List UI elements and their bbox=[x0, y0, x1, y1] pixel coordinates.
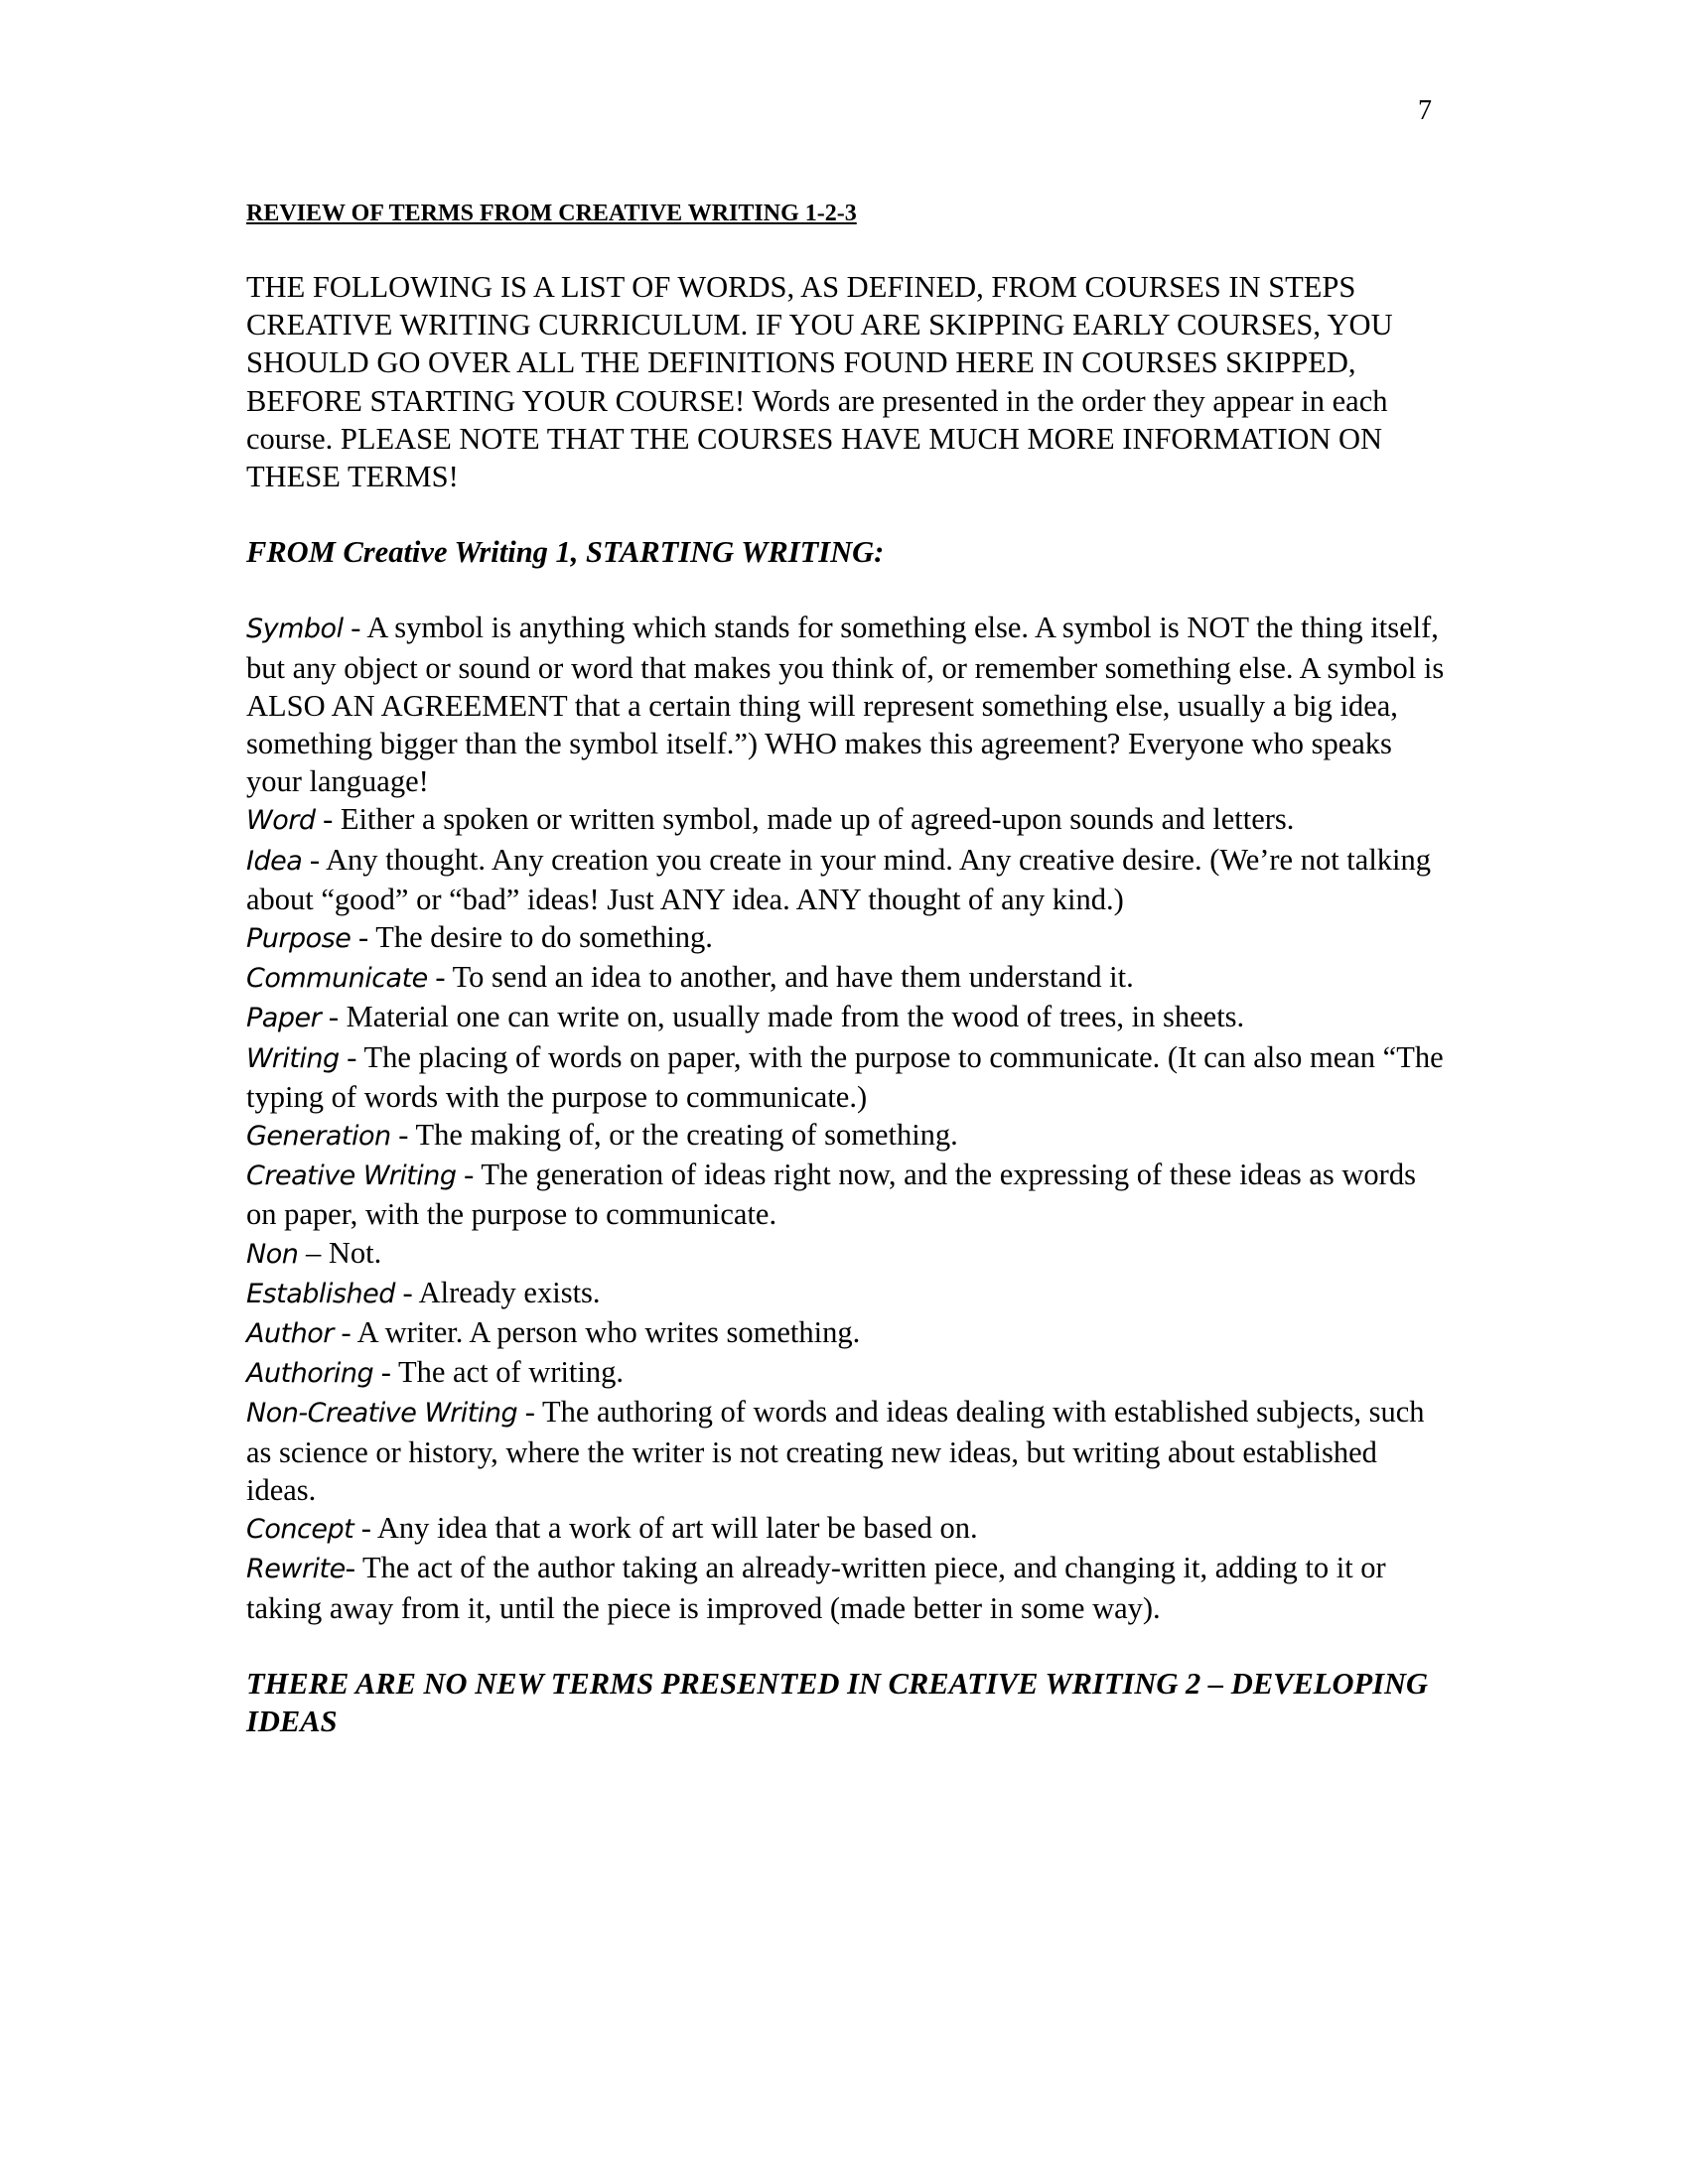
glossary-entry bbox=[246, 1038, 1448, 1116]
glossary-term: Paper bbox=[246, 1003, 322, 1034]
section-heading: FROM Creative Writing 1, STARTING WRITING: bbox=[246, 535, 885, 570]
term-separator: - bbox=[345, 1551, 362, 1585]
glossary-term: Non-Creative Writing bbox=[246, 1398, 518, 1430]
page-number: 7 bbox=[1418, 95, 1432, 126]
term-separator: - bbox=[333, 1315, 357, 1350]
term-separator: - bbox=[517, 1395, 542, 1430]
glossary-definition: Any thought. Any creation you create in your mind. Any creative desire. (We’re not talking about “good” or “bad” ideas! Just ANY idea. ANY thought of any kind.) bbox=[246, 842, 1432, 916]
glossary-definition: A writer. A person who writes something. bbox=[356, 1315, 861, 1350]
glossary-term: Established bbox=[246, 1278, 395, 1309]
glossary-entry bbox=[246, 1509, 1448, 1549]
glossary-entry bbox=[246, 1393, 1448, 1509]
closing-note: THERE ARE NO NEW TERMS PRESENTED IN CREATIVE WRITING 2 – DEVELOPING IDEAS bbox=[246, 1666, 1429, 1738]
glossary-entry bbox=[246, 918, 1448, 958]
glossary-entry bbox=[246, 998, 1448, 1037]
term-separator: - bbox=[351, 920, 376, 955]
glossary-term: Concept bbox=[246, 1514, 354, 1546]
glossary-entry bbox=[246, 841, 1448, 918]
glossary-term: Author bbox=[246, 1318, 334, 1350]
term-separator: - bbox=[302, 842, 326, 877]
glossary-definition: The desire to do something. bbox=[375, 920, 713, 955]
glossary-term: Idea bbox=[246, 845, 303, 877]
term-separator: - bbox=[339, 1039, 364, 1074]
glossary-list bbox=[246, 609, 1448, 1626]
glossary-term: Non bbox=[246, 1238, 299, 1270]
glossary-definition: Either a spoken or written symbol, made up of agreed-upon sounds and letters. bbox=[340, 802, 1295, 837]
glossary-definition: The act of the author taking an already-written piece, and changing it, adding to it or taking away from it, until the piece is improved (made better in some way). bbox=[246, 1551, 1386, 1625]
glossary-definition: The generation of ideas right now, and the expressing of these ideas as words on paper, with the purpose to communicate. bbox=[246, 1158, 1416, 1232]
glossary-definition: The placing of words on paper, with the purpose to communicate. (It can also mean “The typing of words with the purpose to communicate.) bbox=[246, 1039, 1444, 1114]
document-body bbox=[246, 199, 1448, 1740]
term-separator: - bbox=[321, 1000, 347, 1034]
glossary-entry bbox=[246, 1313, 1448, 1353]
glossary-term: Rewrite bbox=[246, 1554, 346, 1585]
glossary-entry bbox=[246, 1116, 1448, 1156]
glossary-definition: To send an idea to another, and have them understand it. bbox=[452, 960, 1134, 995]
glossary-definition: The act of writing. bbox=[398, 1355, 624, 1390]
glossary-definition: Not. bbox=[328, 1235, 382, 1270]
glossary-definition: Already exists. bbox=[418, 1275, 601, 1309]
page-title: REVIEW OF TERMS FROM CREATIVE WRITING 1-2-3 bbox=[246, 201, 857, 226]
intro-paragraph: THE FOLLOWING IS A LIST OF WORDS, AS DEFINED, FROM COURSES IN STEPS CREATIVE WRITING CURRICULUM. IF YOU ARE SKIPPING EARLY COURSES, YOU SHOULD GO OVER ALL THE DEFINITIONS FOUND HERE IN COURSES SKIPPED, BEFORE STARTING YOUR COURSE! Words are presented in the order they appear in each course. PLEASE NOTE THAT THE COURSES HAVE MUCH MORE INFORMATION ON THESE TERMS! bbox=[246, 270, 1393, 494]
term-separator: - bbox=[427, 960, 453, 995]
term-separator: – bbox=[298, 1235, 329, 1270]
glossary-definition: Material one can write on, usually made from the wood of trees, in sheets. bbox=[346, 1000, 1245, 1034]
glossary-entry bbox=[246, 609, 1448, 800]
term-separator: - bbox=[353, 1511, 377, 1546]
glossary-entry bbox=[246, 1234, 1448, 1274]
glossary-term: Symbol bbox=[246, 614, 344, 645]
glossary-entry bbox=[246, 1549, 1448, 1626]
glossary-definition: The making of, or the creating of something. bbox=[415, 1118, 958, 1153]
glossary-term: Word bbox=[246, 805, 316, 837]
term-separator: - bbox=[394, 1275, 419, 1309]
glossary-entry bbox=[246, 800, 1448, 840]
glossary-definition: A symbol is anything which stands for something else. A symbol is NOT the thing itself, but any object or sound or word that makes you think of, or remember something else. A symbol is ALSO AN AGREEMENT that a certain thing will represent something else, usually a big idea, something bigger than the symbol itself.”) WHO makes this agreement? Everyone who speaks your language! bbox=[246, 611, 1445, 799]
glossary-term: Communicate bbox=[246, 963, 428, 995]
glossary-entry bbox=[246, 1156, 1448, 1233]
term-separator: - bbox=[456, 1158, 482, 1192]
glossary-entry bbox=[246, 1353, 1448, 1393]
glossary-term: Generation bbox=[246, 1121, 391, 1153]
term-separator: - bbox=[390, 1118, 416, 1153]
glossary-term: Creative Writing bbox=[246, 1160, 457, 1192]
glossary-entry bbox=[246, 1274, 1448, 1313]
glossary-definition: Any idea that a work of art will later be based on. bbox=[376, 1511, 978, 1546]
glossary-definition: The authoring of words and ideas dealing with established subjects, such as science or history, where the writer is not creating new ideas, but writing about established ideas. bbox=[246, 1395, 1425, 1507]
glossary-term: Writing bbox=[246, 1042, 340, 1074]
glossary-term: Purpose bbox=[246, 923, 352, 955]
glossary-entry bbox=[246, 958, 1448, 998]
term-separator: - bbox=[343, 611, 367, 645]
term-separator: - bbox=[315, 802, 341, 837]
term-separator: - bbox=[373, 1355, 399, 1390]
glossary-term: Authoring bbox=[246, 1358, 374, 1390]
